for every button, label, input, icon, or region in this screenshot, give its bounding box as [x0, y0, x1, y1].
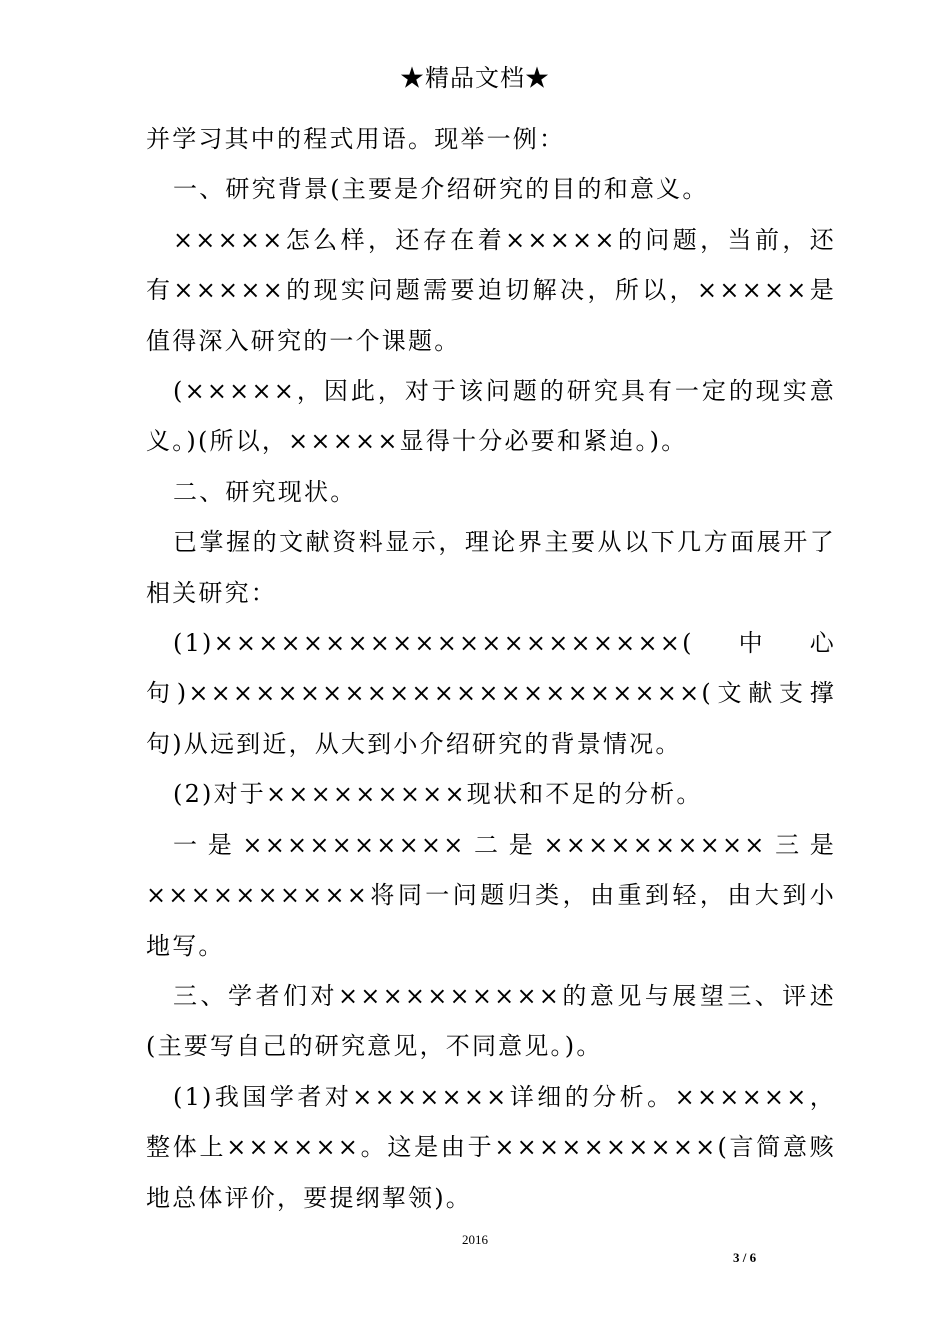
paragraph-background-problem: ×××××怎么样，还存在着×××××的问题，当前，还有×××××的现实问题需要迫切解决，所以，×××××是值得深入研究的一个课题。	[146, 225, 836, 355]
footer-year: 2016	[462, 1232, 488, 1247]
section-heading-status: 二、研究现状。	[173, 477, 357, 506]
paragraph-enumeration: 一是××××××××××二是××××××××××三是××××××××××将同一问题归类，由重到轻，由大到小地写。	[146, 830, 836, 960]
list-item-1: (1)×××××××××××××××××××××(中心句)×××××××××××××××××××××××(文献支撑句)从远到近，从大到小介绍研究的背景情况。	[146, 629, 836, 758]
list-item-2: (2)对于×××××××××现状和不足的分析。	[173, 780, 703, 809]
section-heading-background: 一、研究背景(主要是介绍研究的目的和意义。	[173, 175, 709, 204]
page-header-title: ★精品文档★	[400, 64, 550, 92]
paragraph-background-significance: (×××××，因此，对于该问题的研究具有一定的现实意义。)(所以，×××××显得十分必要和紧迫。)。	[146, 377, 836, 456]
paragraph-continuation: 并学习其中的程式用语。现举一例：	[146, 125, 566, 153]
page-number: 3 / 6	[733, 1250, 757, 1265]
list-item-1-domestic: (1)我国学者对×××××××详细的分析。××××××，整体上××××××。这是由于××××××××××(言简意赅地总体评价，要提纲挈领)。	[146, 1082, 836, 1212]
document-body	[146, 114, 836, 1223]
paragraph-literature-overview: 已掌握的文献资料显示，理论界主要从以下几方面展开了相关研究：	[146, 528, 836, 607]
section-heading-scholars: 三、学者们对××××××××××的意见与展望三、评述(主要写自己的研究意见，不同意见。)。	[146, 981, 836, 1061]
